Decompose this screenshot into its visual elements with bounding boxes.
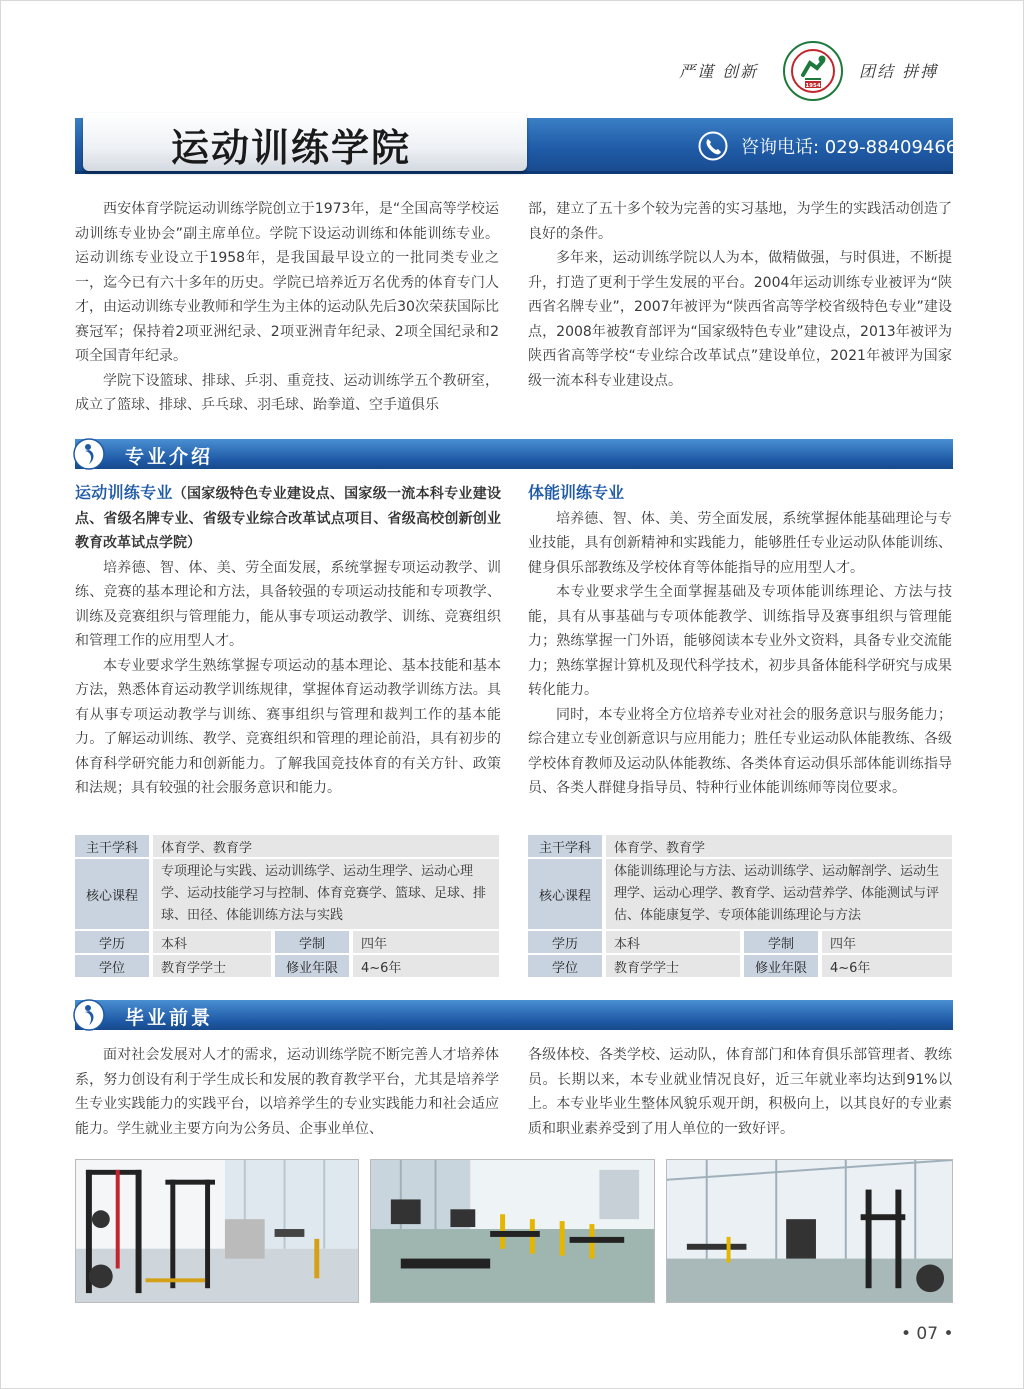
major-right-table bbox=[528, 833, 952, 979]
table-row bbox=[75, 835, 499, 857]
system-label: 学制 bbox=[744, 931, 818, 953]
intro-right bbox=[528, 197, 952, 393]
degree-level-label: 学历 bbox=[75, 931, 149, 953]
major-right bbox=[528, 481, 952, 801]
intro-right-p2: 多年来，运动训练学院以人为本，做精做强，与时俱进，不断提升，打造了更利于学生发展的平台。2004年运动训练专业被评为“陕西省名牌专业”，2007年被评为“陕西省高等学校省级特色专业”建设点，2008年被教育部评为“国家级特色专业”建设点，2013年被评为陕西省高等学校“专业综合改革试点”建设单位，2021年被评为国家级一流本科专业建设点。 bbox=[528, 250, 952, 389]
degree-value: 教育学学士 bbox=[153, 955, 271, 977]
table-row bbox=[528, 859, 952, 929]
intro-right-p1: 部，建立了五十多个较为完善的实习基地，为学生的实践活动创造了良好的条件。 bbox=[528, 201, 952, 242]
motto-left: 严谨 创新 bbox=[679, 62, 759, 81]
subject-value: 体育学、教育学 bbox=[153, 835, 499, 857]
table-row bbox=[75, 955, 499, 977]
page-number: • 07 • bbox=[901, 1324, 954, 1344]
page-title: 运动训练学院 bbox=[171, 126, 412, 170]
gym-photo-3 bbox=[666, 1159, 953, 1303]
table-row bbox=[528, 931, 952, 953]
major-right-p2: 本专业要求学生全面掌握基础及专项体能训练理论、方法与技能，具有从事基础与专项体能教学、训练指导及赛事组织与管理能力；熟练掌握一门外语，能够阅读本专业外文资料，具备专业交流能力；熟练掌握计算机及现代科学技术，初步具备体能科学研究与成果转化能力。 bbox=[528, 584, 952, 698]
major-left-table bbox=[75, 833, 499, 979]
gym-photo-1 bbox=[75, 1159, 359, 1303]
major-left bbox=[75, 481, 501, 801]
system-value: 四年 bbox=[822, 931, 952, 953]
major-right-name: 体能训练专业 bbox=[528, 483, 625, 502]
degree-label: 学位 bbox=[75, 955, 149, 977]
motto-right: 团结 拼搏 bbox=[859, 62, 939, 81]
degree-level-label: 学历 bbox=[528, 931, 602, 953]
table-row bbox=[75, 931, 499, 953]
major-right-p3: 同时，本专业将全方位培养专业对社会的服务意识与服务能力；综合建立专业创新意识与应用能力；胜任专业运动队体能教练、各级学校体育教师及运动队体能教练、各类体育运动俱乐部体能训练指导员、各类人群健身指导员、特种行业体能训练师等岗位要求。 bbox=[528, 706, 952, 796]
degree-label: 学位 bbox=[528, 955, 602, 977]
major-right-p1: 培养德、智、体、美、劳全面发展，系统掌握体能基础理论与专业技能，具有创新精神和实践能力，能够胜任专业运动队体能训练、健身俱乐部教练及学校体育等体能指导的应用型人才。 bbox=[528, 510, 952, 576]
career-left-p: 面对社会发展对人才的需求，运动训练学院不断完善人才培养体系，努力创设有利于学生成长和发展的教育教学平台，尤其是培养学生专业实践能力的实践平台，以培养学生的专业实践能力和社会适应能力。学生就业主要方向为公务员、企事业单位、 bbox=[75, 1047, 499, 1137]
table-row bbox=[75, 859, 499, 929]
section-career-icon bbox=[73, 999, 105, 1031]
major-left-p1: 培养德、智、体、美、劳全面发展，系统掌握专项运动教学、训练、竞赛的基本理论和方法，具备较强的专项运动技能和专项教学、训练及竞赛组织与管理能力，能从事专项运动教学、训练、竞赛组织和管理工作的应用型人才。 bbox=[75, 559, 501, 649]
table-row bbox=[528, 955, 952, 977]
intro-left-p1: 西安体育学院运动训练学院创立于1973年，是“全国高等学校运动训练专业协会”副主席单位。学院下设运动训练和体能训练专业。运动训练专业设立于1958年，是我国最早设立的一批同类专业之一，迄今已有六十多年的历史。学院已培养近万名优秀的体育专门人才，由运动训练专业教师和学生为主体的运动队先后30次荣获国际比赛冠军；保持着2项亚洲纪录、2项亚洲青年纪录、2项全国纪录和2项全国青年纪录。 bbox=[75, 201, 499, 364]
consult-phone: 咨询电话: 029-88409466 bbox=[741, 137, 958, 158]
phone-icon bbox=[698, 131, 728, 161]
university-logo bbox=[783, 41, 843, 101]
major-right-header bbox=[528, 481, 952, 507]
degree-value: 教育学学士 bbox=[606, 955, 740, 977]
career-right bbox=[528, 1043, 952, 1141]
major-left-note: （国家级特色专业建设点、国家级一流本科专业建设点、省级名牌专业、省级专业综合改革试点项目、省级高校创新创业教育改革试点学院） bbox=[75, 486, 501, 551]
years-label: 修业年限 bbox=[275, 955, 349, 977]
section-major-title: 专业介绍 bbox=[125, 446, 214, 468]
section-major-icon bbox=[73, 438, 105, 470]
intro-left bbox=[75, 197, 499, 418]
degree-level-value: 本科 bbox=[153, 931, 271, 953]
course-value: 专项理论与实践、运动训练学、运动生理学、运动心理学、运动技能学习与控制、体育竞赛学、篮球、足球、排球、田径、体能训练方法与实践 bbox=[153, 859, 499, 929]
course-value: 体能训练理论与方法、运动训练学、运动解剖学、运动生理学、运动心理学、教育学、运动营养学、体能测试与评估、体能康复学、专项体能训练理论与方法 bbox=[606, 859, 952, 929]
course-label: 核心课程 bbox=[528, 859, 602, 929]
system-value: 四年 bbox=[353, 931, 499, 953]
years-label: 修业年限 bbox=[744, 955, 818, 977]
years-value: 4~6年 bbox=[822, 955, 952, 977]
subject-label: 主干学科 bbox=[528, 835, 602, 857]
table-row bbox=[528, 835, 952, 857]
degree-level-value: 本科 bbox=[606, 931, 740, 953]
intro-left-p2: 学院下设篮球、排球、乒羽、重竞技、运动训练学五个教研室，成立了篮球、排球、乒乓球、羽毛球、跆拳道、空手道俱乐 bbox=[75, 372, 499, 413]
system-label: 学制 bbox=[275, 931, 349, 953]
major-left-p2: 本专业要求学生熟练掌握专项运动的基本理论、基本技能和基本方法，熟悉体育运动教学训练规律，掌握体育运动教学训练方法。具有从事专项运动教学与训练、赛事组织与管理和裁判工作的基本能力。了解运动训练、教学、竞赛组织和管理的理论前沿，具有初步的体育科学研究能力和创新能力。了解我国竞技体育的有关方针、政策和法规；具有较强的社会服务意识和能力。 bbox=[75, 657, 501, 796]
major-left-header bbox=[75, 481, 501, 556]
subject-value: 体育学、教育学 bbox=[606, 835, 952, 857]
course-label: 核心课程 bbox=[75, 859, 149, 929]
subject-label: 主干学科 bbox=[75, 835, 149, 857]
section-career-title: 毕业前景 bbox=[125, 1007, 214, 1029]
major-left-name: 运动训练专业 bbox=[75, 483, 173, 502]
career-left bbox=[75, 1043, 499, 1141]
years-value: 4~6年 bbox=[353, 955, 499, 977]
logo-year: 1954 bbox=[805, 83, 821, 89]
career-right-p: 各级体校、各类学校、运动队，体育部门和体育俱乐部管理者、教练员。长期以来，本专业就业情况良好，近三年就业率均达到91%以上。本专业毕业生整体风貌乐观开朗，积极向上，以其良好的专业素质和职业素养受到了用人单位的一致好评。 bbox=[528, 1047, 952, 1137]
gym-photo-2 bbox=[370, 1159, 655, 1303]
